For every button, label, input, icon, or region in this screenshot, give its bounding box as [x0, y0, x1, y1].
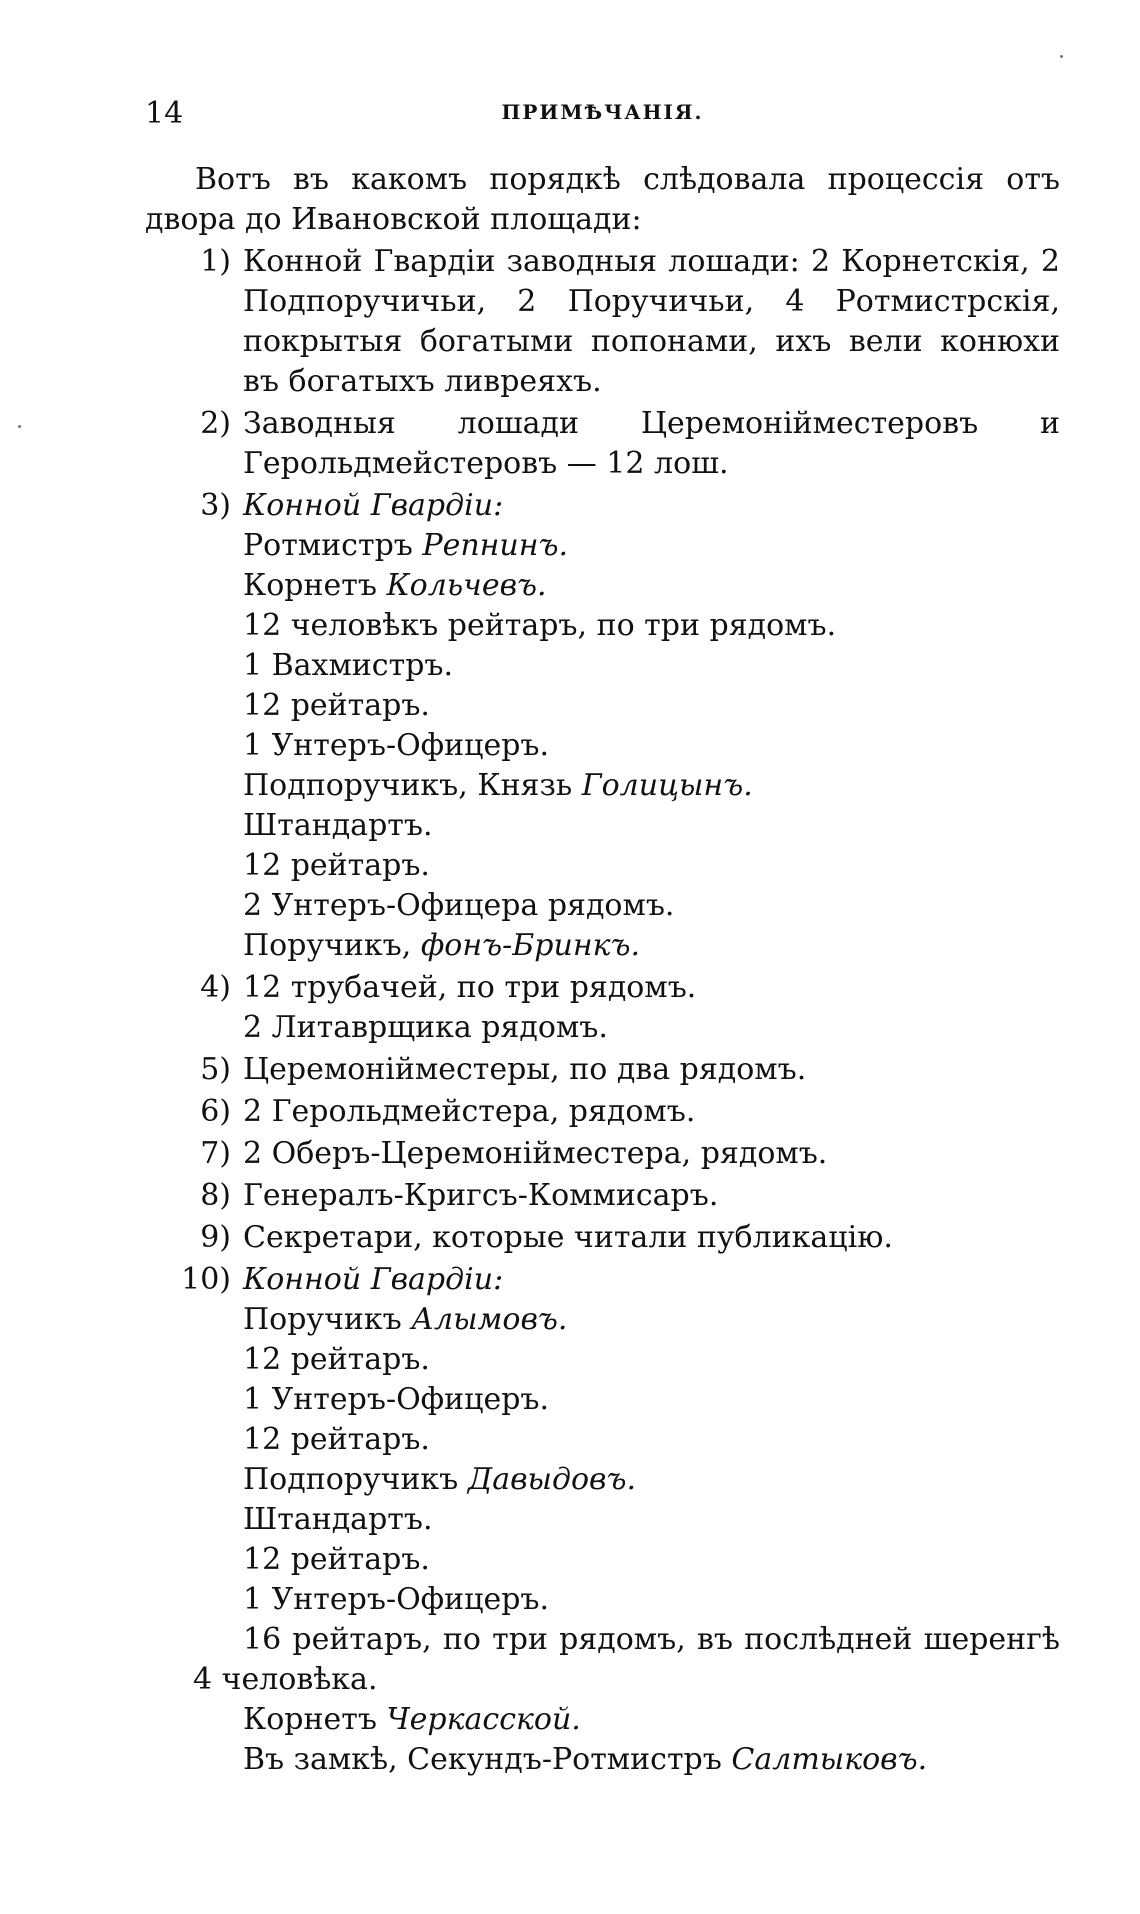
item-2 [145, 404, 1060, 484]
line-text: Поручикъ, [243, 928, 421, 963]
item-5 [145, 1050, 1060, 1090]
item-text: Генералъ-Кригсъ-Коммисаръ. [243, 1178, 719, 1213]
list-line: 1 Унтеръ-Офицеръ. [243, 1382, 550, 1417]
list-line: 12 человѣкъ рейтаръ, по три рядомъ. [243, 608, 837, 643]
list-line: 1 Унтеръ-Офицеръ. [243, 728, 550, 763]
list-line [243, 926, 1060, 966]
page-header [145, 96, 1060, 136]
item-6 [145, 1092, 1060, 1132]
paper-speck [1060, 55, 1063, 58]
list-line [243, 526, 1060, 566]
line-name: Голицынъ. [581, 768, 753, 803]
list-line: 12 рейтаръ. [243, 848, 430, 883]
item-7 [145, 1134, 1060, 1174]
list-line: 12 рейтаръ. [243, 1422, 430, 1457]
item-9 [145, 1218, 1060, 1258]
item-3-lines [145, 526, 1060, 966]
item-text: 2 Герольдмейстера, рядомъ. [243, 1094, 696, 1129]
item-number: 10) [181, 1262, 231, 1297]
item-text: Секретари, которые читали публикацію. [243, 1220, 893, 1255]
list-line: 2 Литаврщика рядомъ. [243, 1010, 608, 1045]
page-body [145, 160, 1060, 1780]
line-text: Ротмистръ [243, 528, 423, 563]
item-heading: Конной Гвардіи: [243, 1262, 504, 1297]
item-number: 8) [200, 1178, 231, 1213]
item-8 [145, 1176, 1060, 1216]
line-name: Черкасской. [386, 1702, 581, 1737]
line-text: Подпоручикъ [243, 1462, 468, 1497]
item-text: Заводныя лошади Церемонійместеровъ и Герольдмейстеровъ — 12 лош. [243, 406, 1060, 481]
list-line: 12 рейтаръ. [243, 1342, 430, 1377]
item-4 [145, 968, 1060, 1008]
item-number: 3) [200, 488, 231, 523]
item-text: 12 трубачей, по три рядомъ. [243, 970, 697, 1005]
item-number: 2) [200, 406, 231, 441]
list-line: 12 рейтаръ. [243, 688, 430, 723]
line-name: Репнинъ. [422, 528, 569, 563]
line-text: Поручикъ [243, 1302, 412, 1337]
list-line [243, 766, 1060, 806]
list-line: 1 Вахмистръ. [243, 648, 454, 683]
list-line [243, 1460, 1060, 1500]
list-line: Штандартъ. [243, 808, 433, 843]
line-name: фонъ-Бринкъ. [420, 928, 641, 963]
list-line: 12 рейтаръ. [243, 1542, 430, 1577]
list-line [243, 1300, 1060, 1340]
list-line: Штандартъ. [243, 1502, 433, 1537]
page-number: 14 [145, 96, 184, 131]
item-number: 4) [200, 970, 231, 1005]
item-text: Конной Гвардіи заводныя лошади: 2 Корнетскія, 2 Подпоручичьи, 2 Поручичьи, 4 Ротмистрскія, покрытыя богатыми попонами, ихъ вели конюхи въ богатыхъ ливреяхъ. [243, 244, 1060, 399]
line-name: Давыдовъ. [467, 1462, 637, 1497]
item-text: Церемонійместеры, по два рядомъ. [243, 1052, 807, 1087]
list-line [243, 1700, 1060, 1740]
item-number: 9) [200, 1220, 231, 1255]
item-number: 6) [200, 1094, 231, 1129]
line-text: Въ замкѣ, Секундъ-Ротмистръ [243, 1742, 732, 1777]
item-heading: Конной Гвардіи: [243, 488, 504, 523]
line-name: Кольчевъ. [386, 568, 547, 603]
intro-paragraph: Вотъ въ какомъ порядкѣ слѣдовала процессія отъ двора до Ивановской площади: [145, 162, 1060, 237]
line-name: Алымовъ. [411, 1302, 568, 1337]
item-number: 1) [200, 244, 231, 279]
list-line [243, 566, 1060, 606]
line-name: Салтыковъ. [731, 1742, 928, 1777]
item-number: 5) [200, 1052, 231, 1087]
line-text: Подпоручикъ, Князь [243, 768, 582, 803]
item-text: 2 Оберъ-Церемонійместера, рядомъ. [243, 1136, 828, 1171]
line-text: Корнетъ [243, 568, 387, 603]
list-line: 1 Унтеръ-Офицеръ. [243, 1582, 550, 1617]
item-10 [145, 1260, 1060, 1300]
list-line [243, 1740, 1060, 1780]
item-10-lines [145, 1300, 1060, 1780]
list-line: 16 рейтаръ, по три рядомъ, въ послѣдней шеренгѣ 4 человѣка. [193, 1622, 1060, 1697]
item-1 [145, 242, 1060, 402]
running-head: ПРИМѢЧАНІЯ. [501, 100, 704, 124]
item-3 [145, 486, 1060, 526]
line-text: Корнетъ [243, 1702, 387, 1737]
paper-speck [18, 425, 21, 428]
item-number: 7) [200, 1136, 231, 1171]
list-line: 2 Унтеръ-Офицера рядомъ. [243, 888, 675, 923]
